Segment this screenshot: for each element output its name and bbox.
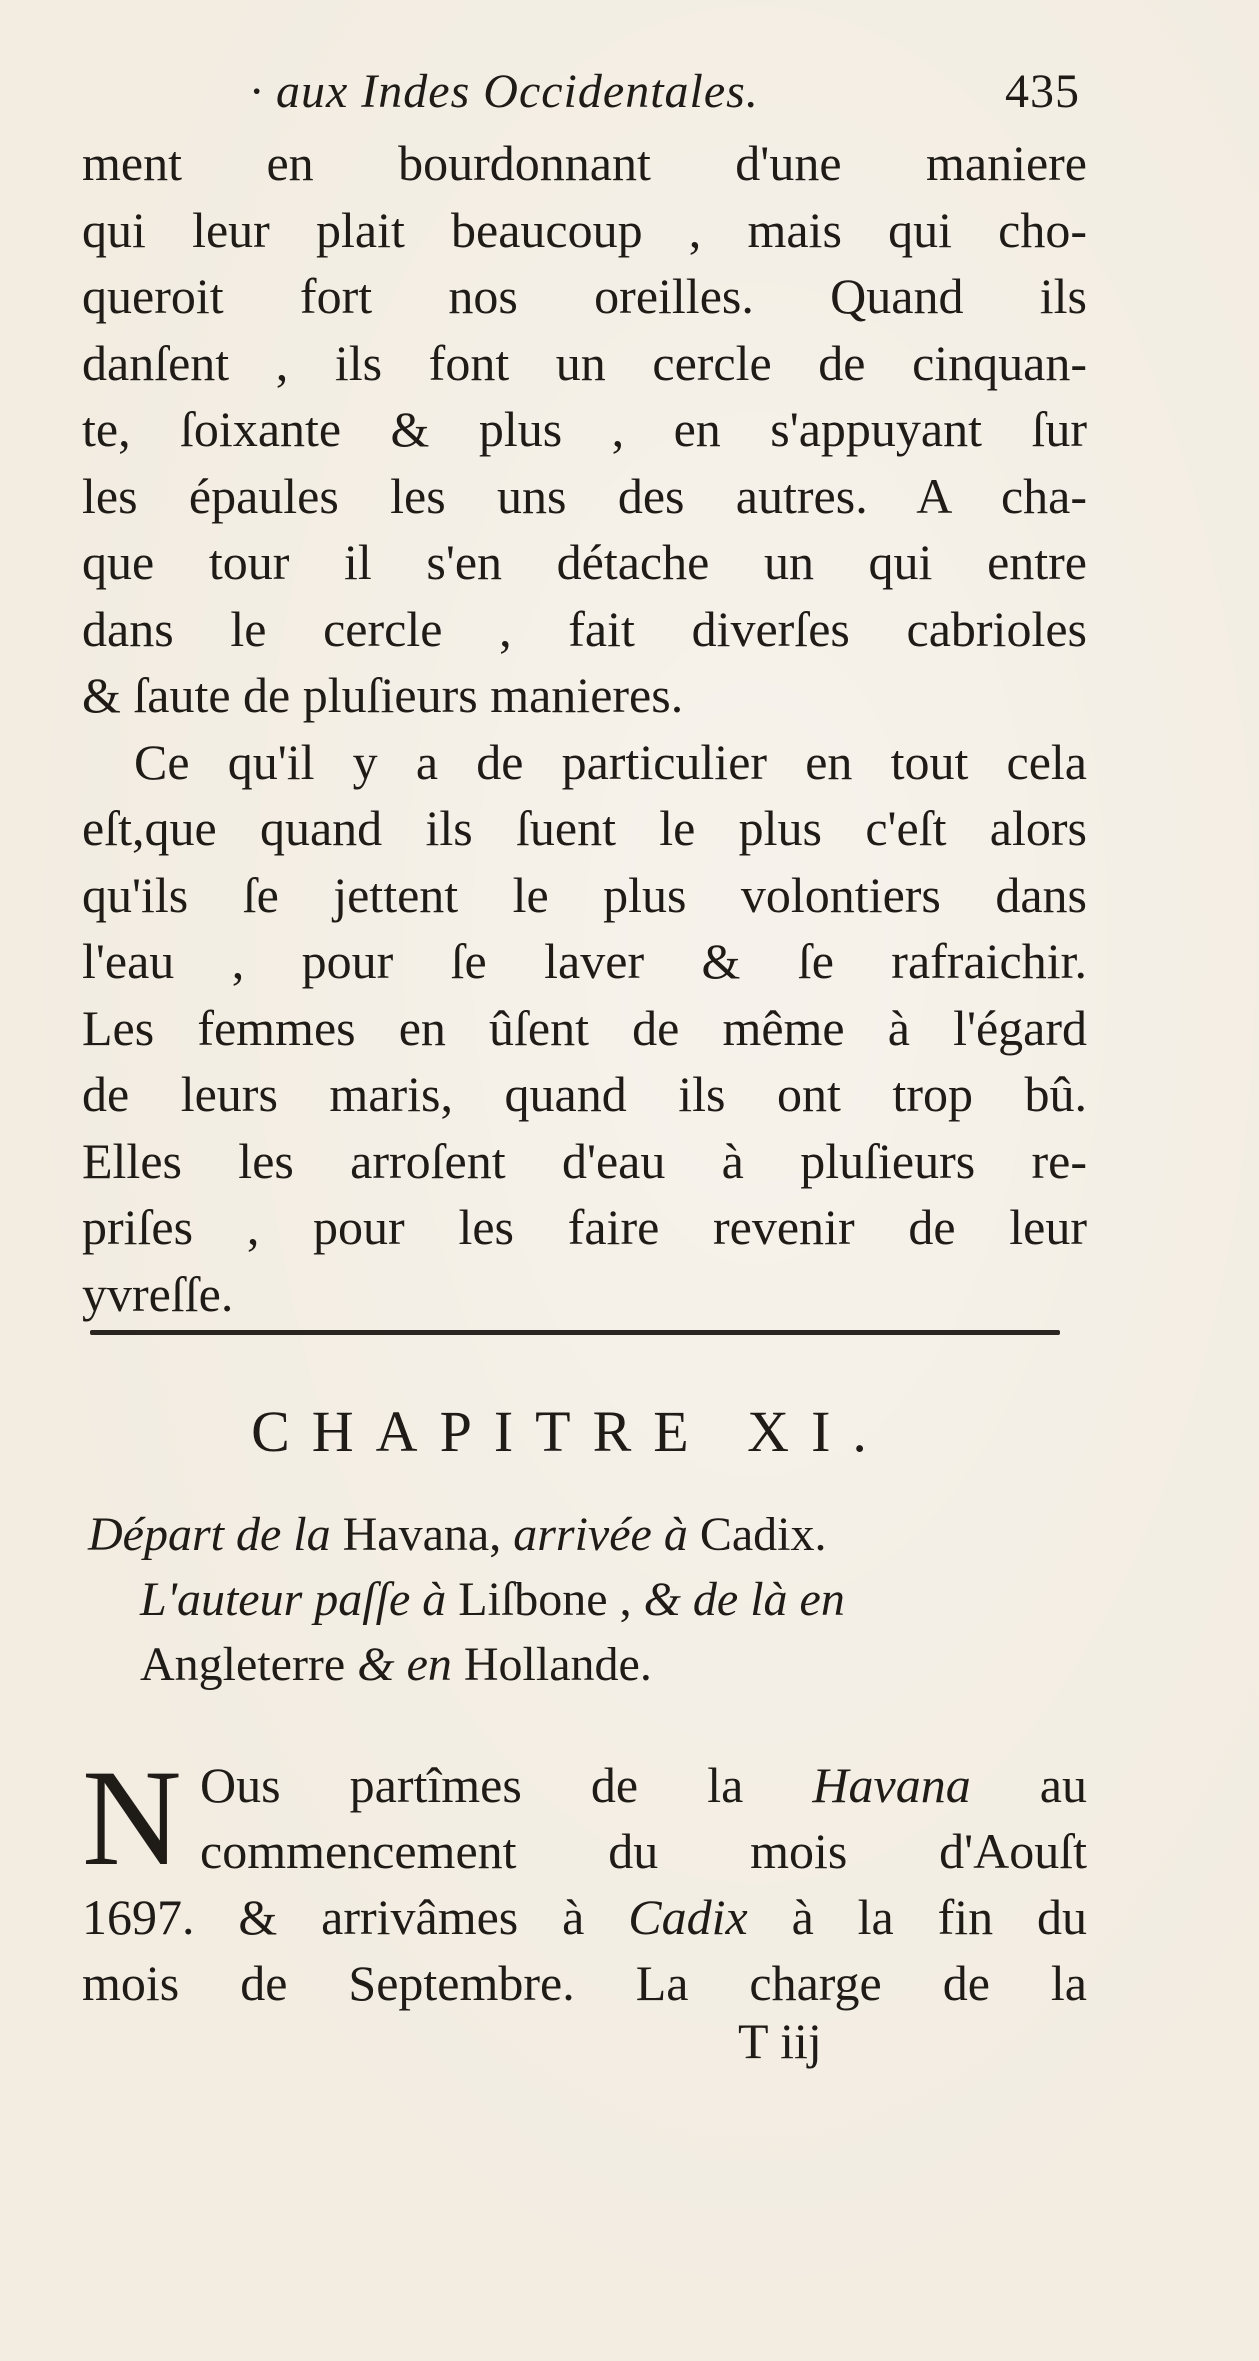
summary-italic: arrivée à — [513, 1508, 688, 1561]
text-roman: à la fin du — [791, 1889, 1088, 1945]
text-line: te, ſoixante & plus , en s'appuyant ſur — [82, 401, 1087, 457]
text-line — [82, 1884, 1087, 1950]
text-line: yvreſſe. — [82, 1265, 234, 1322]
text-line: & ſaute de pluſieurs manieres. — [82, 667, 684, 723]
summary-line — [88, 1567, 1088, 1632]
text-line: qui leur plait beaucoup , mais qui cho- — [82, 201, 1087, 258]
summary-line — [88, 1632, 1088, 1697]
text-line: ment en bourdonnant d'une maniere — [82, 135, 1087, 191]
text-line: eſt,que quand ils ſuent le plus c'eſt alors — [82, 800, 1087, 856]
summary-line — [88, 1502, 1088, 1567]
summary-roman: Hollande. — [463, 1638, 652, 1691]
text-italic: Cadix — [628, 1889, 748, 1945]
summary-italic: & — [357, 1638, 395, 1691]
summary-italic: en — [406, 1638, 452, 1691]
text-line: qu'ils ſe jettent le plus volontiers dans — [82, 866, 1087, 923]
text-italic: Havana — [812, 1757, 971, 1813]
text-line: Les femmes en ûſent de même à l'égard — [82, 999, 1087, 1056]
text-roman: au — [1039, 1757, 1087, 1813]
text-line: commencement du mois d'Aouſt — [200, 1823, 1087, 1879]
summary-roman: Havana, — [342, 1508, 502, 1561]
paragraph-1 — [82, 130, 1087, 1327]
summary-italic: Départ de la — [88, 1508, 331, 1561]
running-head — [250, 64, 1080, 134]
summary-roman: Angleterre — [140, 1638, 346, 1691]
text-line: mois de Septembre. La charge de la — [82, 1955, 1087, 2011]
text-roman: 1697. & arrivâmes à — [82, 1889, 585, 1945]
text-line: Elles les arroſent d'eau à pluſieurs re- — [82, 1132, 1087, 1189]
summary-roman: Liſbone , — [458, 1573, 632, 1626]
chapter-divider-rule — [90, 1330, 1060, 1335]
text-line: les épaules les uns des autres. A cha- — [82, 467, 1087, 524]
page-number: 435 — [1005, 65, 1080, 118]
text-line: danſent , ils font un cercle de cinquan- — [82, 334, 1087, 391]
summary-italic: & de là en — [643, 1573, 845, 1626]
text-roman: Ous partîmes de la — [200, 1757, 744, 1813]
text-line: Ce qu'il y a de particulier en tout cela — [134, 733, 1087, 790]
signature-mark: T iij — [738, 2013, 822, 2069]
chapter-summary — [88, 1502, 1088, 1697]
text-line: l'eau , pour ſe laver & ſe rafraichir. — [82, 933, 1087, 989]
text-line: priſes , pour les faire revenir de leur — [82, 1199, 1087, 1255]
summary-italic: L'auteur paſſe à — [140, 1573, 447, 1626]
text-line — [82, 1752, 1087, 1818]
paragraph-3 — [82, 1741, 1088, 2016]
running-head-title: · aux Indes Occidentales. — [250, 65, 759, 118]
summary-roman: Cadix. — [699, 1508, 827, 1561]
text-line: queroit fort nos oreilles. Quand ils — [82, 268, 1087, 324]
text-line: de leurs maris, quand ils ont trop bû. — [82, 1066, 1087, 1122]
drop-cap: N — [82, 1741, 182, 1894]
chapter-heading: CHAPITRE XI. — [251, 1399, 889, 1464]
text-line: dans le cercle , fait diverſes cabrioles — [82, 600, 1087, 657]
text-line: que tour il s'en détache un qui entre — [82, 534, 1087, 590]
